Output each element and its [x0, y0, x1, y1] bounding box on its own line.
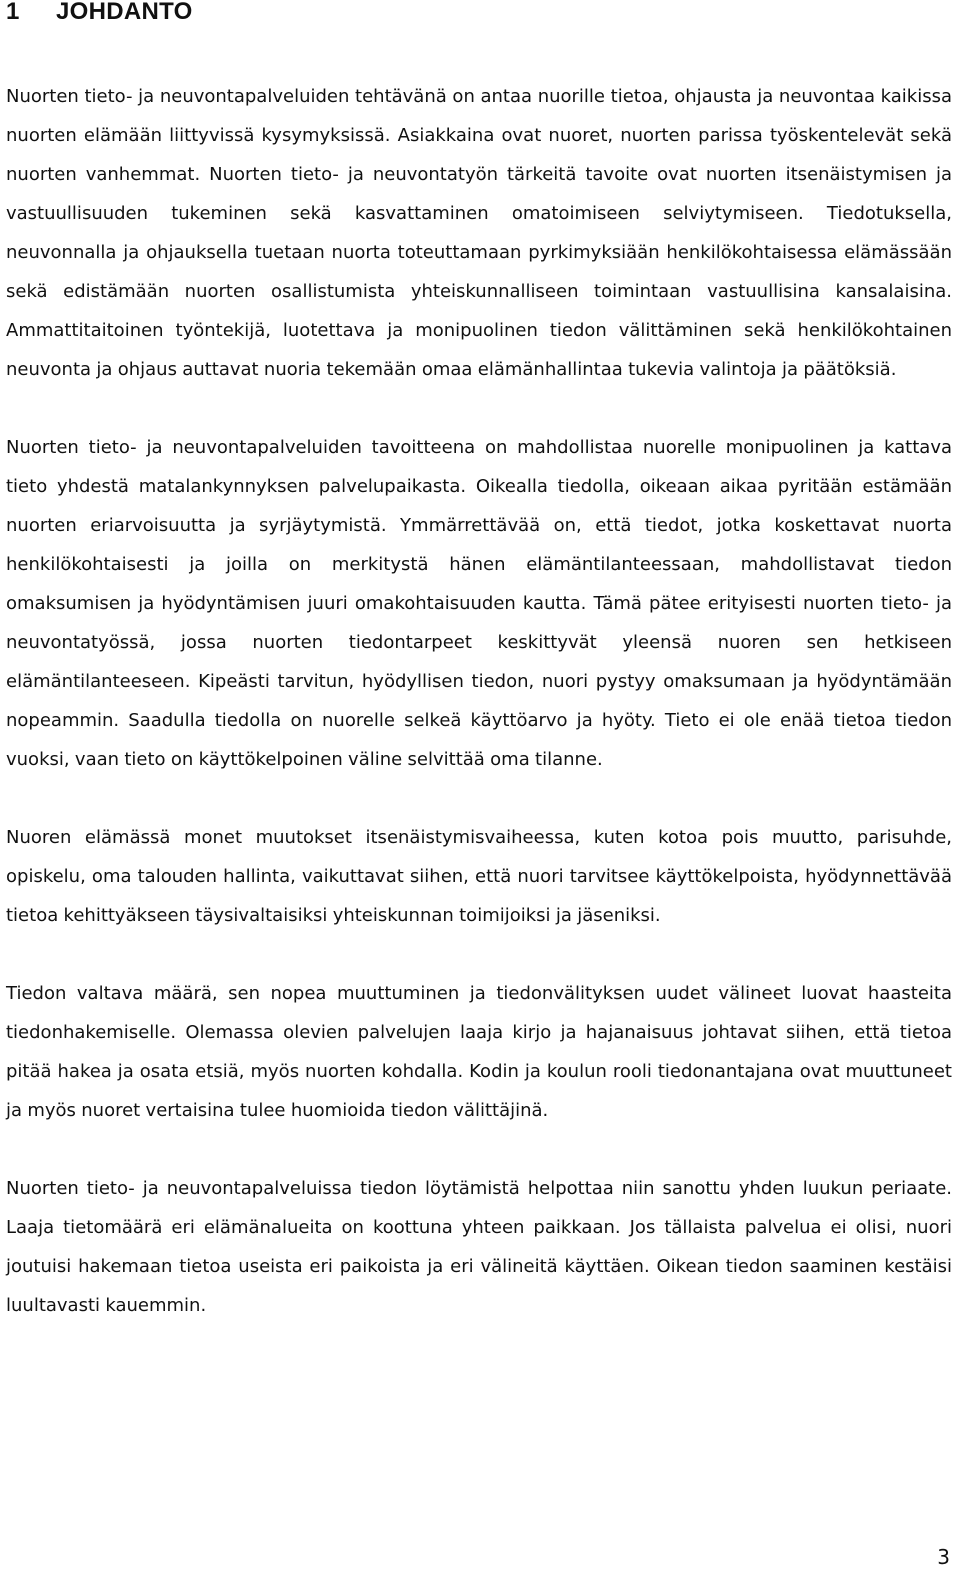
chapter-title: JOHDANTO	[56, 0, 193, 25]
paragraph-5: Nuorten tieto- ja neuvontapalveluissa tiedon löytämistä helpottaa niin sanottu yhden luukun periaate. Laaja tietomäärä eri elämänalueita on koottuna yhteen paikkaan. Jos tällaista palvelua ei olisi, nuori joutuisi hakemaan tietoa useista eri paikoista ja eri välineitä käyttäen. Oikean tiedon saaminen kestäisi luultavasti kauemmin.	[6, 1178, 952, 1316]
chapter-heading	[6, 0, 193, 28]
chapter-number: 1	[6, 0, 20, 25]
paragraph-2: Nuorten tieto- ja neuvontapalveluiden tavoitteena on mahdollistaa nuorelle monipuolinen ja kattava tieto yhdestä matalankynnyksen palvelupaikasta. Oikealla tiedolla, oikeaan aikaa pyritään estämään nuorten eriarvoisuutta ja syrjäytymistä. Ymmärrettävää on, että tiedot, jotka koskettavat nuorta henkilökohtaisesti ja joilla on merkitystä hänen elämäntilanteessaan, mahdollistavat tiedon omaksumisen ja hyödyntämisen juuri omakohtaisuuden kautta. Tämä pätee erityisesti nuorten tieto- ja neuvontatyössä, jossa nuorten tiedontarpeet keskittyvät yleensä nuoren sen hetkiseen elämäntilanteeseen. Kipeästi tarvitun, hyödyllisen tiedon, nuori pystyy omaksumaan ja hyödyntämään nopeammin. Saadulla tiedolla on nuorelle selkeä käyttöarvo ja hyöty. Tieto ei ole enää tietoa tiedon vuoksi, vaan tieto on käyttökelpoinen väline selvittää oma tilanne.	[6, 437, 952, 770]
paragraph-4: Tiedon valtava määrä, sen nopea muuttuminen ja tiedonvälityksen uudet välineet luovat haasteita tiedonhakemiselle. Olemassa olevien palvelujen laaja kirjo ja hajanaisuus johtavat siihen, että tietoa pitää hakea ja osata etsiä, myös nuorten kohdalla. Kodin ja koulun rooli tiedonantajana ovat muuttuneet ja myös nuoret vertaisina tulee huomioida tiedon välittäjinä.	[6, 983, 952, 1121]
body-text	[6, 77, 952, 1325]
page-number: 3	[937, 1545, 950, 1569]
paragraph-1: Nuorten tieto- ja neuvontapalveluiden tehtävänä on antaa nuorille tietoa, ohjausta ja neuvontaa kaikissa nuorten elämään liittyvissä kysymyksissä. Asiakkaina ovat nuoret, nuorten parissa työskentelevät sekä nuorten vanhemmat. Nuorten tieto- ja neuvontatyön tärkeitä tavoite ovat nuorten itsenäistymisen ja vastuullisuuden tukeminen sekä kasvattaminen omatoimiseen selviytymiseen. Tiedotuksella, neuvonnalla ja ohjauksella tuetaan nuorta toteuttamaan pyrkimyksiään henkilökohtaisessa elämässään sekä edistämään nuorten osallistumista yhteiskunnalliseen toimintaan vastuullisina kansalaisina. Ammattitaitoinen työntekijä, luotettava ja monipuolinen tiedon välittäminen sekä henkilökohtainen neuvonta ja ohjaus auttavat nuoria tekemään omaa elämänhallintaa tukevia valintoja ja päätöksiä.	[6, 86, 952, 380]
paragraph-3: Nuoren elämässä monet muutokset itsenäistymisvaiheessa, kuten kotoa pois muutto, parisuhde, opiskelu, oma talouden hallinta, vaikuttavat siihen, että nuori tarvitsee käyttökelpoista, hyödynnettävää tietoa kehittyäkseen täysivaltaisiksi yhteiskunnan toimijoiksi ja jäseniksi.	[6, 827, 952, 926]
